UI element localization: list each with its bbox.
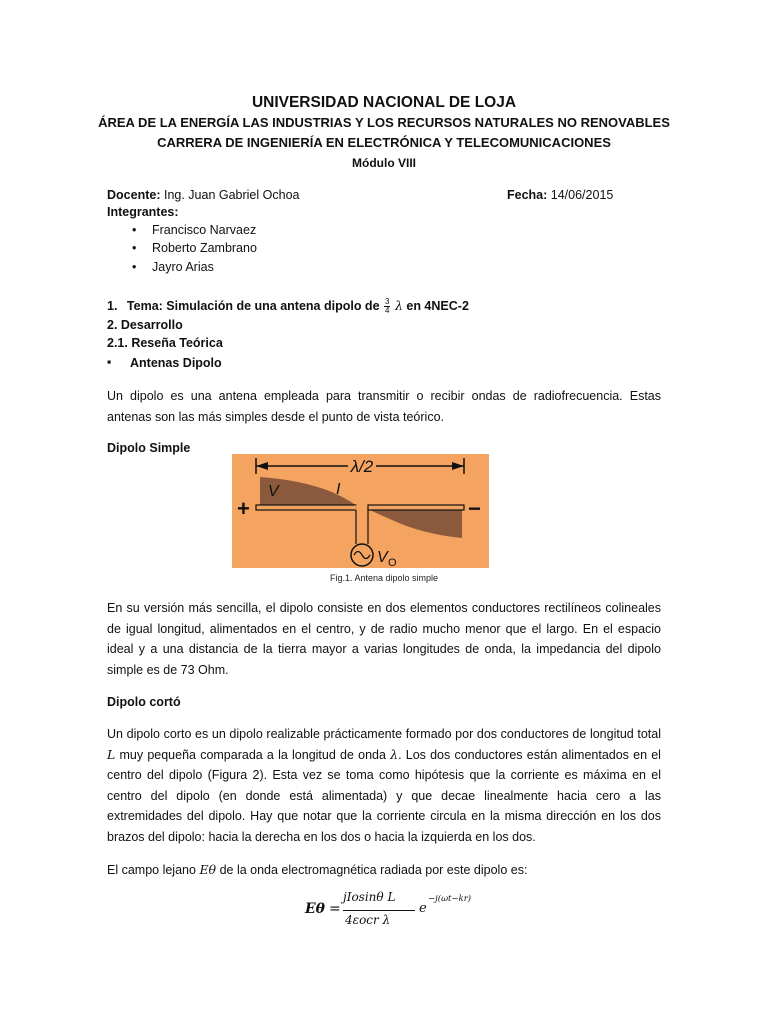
member-item: Jayro Arias	[152, 260, 214, 274]
field-symbol: Eθ	[199, 862, 217, 877]
outline-item-1	[107, 298, 469, 315]
field-formula	[305, 888, 485, 932]
bullet-dot: •	[132, 241, 137, 255]
outline-suffix: en 4NEC-2	[406, 299, 469, 313]
length-symbol: L	[107, 746, 116, 762]
outline-num: 1.	[107, 299, 118, 313]
current-label: I	[336, 481, 341, 498]
formula-equals: =	[329, 901, 341, 917]
outline-item-2: 2. Desarrollo	[107, 318, 183, 332]
source-subscript: O	[388, 557, 397, 568]
section-dipolo-simple: Dipolo Simple	[107, 441, 191, 455]
formula-exp-base: e	[419, 901, 427, 916]
fraction-bar	[343, 910, 415, 911]
career-title: CARRERA DE INGENIERÍA EN ELECTRÓNICA Y TELECOMUNICACIONES	[157, 135, 611, 150]
right-conductor	[368, 505, 464, 510]
field-line	[107, 862, 527, 877]
source-label: V	[377, 549, 388, 566]
outline-bullet-item: Antenas Dipolo	[130, 356, 222, 370]
short-text-c: . Los dos conductores están alimentados en el centro del dipolo (Figura 2). Esta vez se toma como hipótesis que la corriente es máxima en el centro del dipolo (en donde está alimentada) y que decae linealmente hacia cero a las extremidades del dipolo. Hay que notar que la corriente circula en la misma dirección en los dos brazos del dipolo: hacia la derecha en los dos o hacia la izquierda en los dos.	[107, 747, 661, 844]
short-paragraph	[107, 724, 661, 847]
voltage-label: V	[268, 483, 279, 500]
member-item: Roberto Zambrano	[152, 241, 257, 255]
area-title: ÁREA DE LA ENERGÍA LAS INDUSTRIAS Y LOS RECURSOS NATURALES NO RENOVABLES	[98, 115, 670, 130]
dipole-figure	[232, 454, 489, 568]
outline-text: Simulación de una antena dipolo de	[166, 299, 380, 313]
half-wave-label: λ/2	[350, 457, 374, 476]
field-text-b: de la onda electromagnética radiada por este dipolo es:	[219, 863, 528, 877]
date-label: Fecha:	[507, 188, 548, 202]
bullet-dot: •	[132, 223, 137, 237]
lambda-symbol: λ	[394, 298, 403, 313]
left-conductor	[256, 505, 356, 510]
university-title: UNIVERSIDAD NACIONAL DE LOJA	[251, 94, 517, 111]
formula-exponent: −j(ωt−kr)	[428, 894, 472, 904]
teacher-label: Docente:	[107, 188, 161, 202]
simple-paragraph: En su versión más sencilla, el dipolo consiste en dos elementos conductores rectilíneos colineales de igual longitud, alimentados en el centro, y de radio mucho menor que el largo. En el espacio ideal y a una distancia de la tierra mayor a varias longitudes de onda, la impedancia del dipolo simple es de 73 Ohm.	[107, 601, 661, 677]
field-text-a: El campo lejano	[107, 863, 196, 877]
teacher-line	[107, 188, 299, 202]
outline-item-21: 2.1. Reseña Teórica	[107, 336, 223, 350]
fraction-den: 4	[385, 306, 390, 316]
member-item: Francisco Narvaez	[152, 223, 257, 237]
fraction-num: 3	[385, 297, 390, 307]
figure-caption: Fig.1. Antena dipolo simple	[329, 573, 439, 583]
section-dipolo-corto: Dipolo cortó	[107, 695, 181, 709]
members-label: Integrantes:	[107, 205, 179, 219]
formula-denominator: 4εocr λ	[345, 913, 391, 927]
date-line	[507, 188, 613, 202]
minus-sign: −	[468, 496, 481, 521]
plus-sign: +	[237, 496, 250, 521]
outline-label: Tema:	[126, 299, 163, 313]
module-title: Módulo VIII	[352, 156, 416, 170]
intro-paragraph: Un dipolo es una antena empleada para transmitir o recibir ondas de radiofrecuencia. Estas antenas son las más simples desde el punto de vista teórico.	[107, 389, 661, 424]
lambda-symbol: λ	[390, 746, 399, 762]
bullet-dot: •	[132, 260, 137, 274]
formula-lhs: Eθ	[305, 901, 326, 917]
fraction	[384, 298, 390, 315]
formula-numerator: jIosinθ L	[343, 890, 396, 904]
square-bullet-icon: ▪	[107, 355, 112, 369]
date-value: 14/06/2015	[550, 188, 614, 202]
teacher-name: Ing. Juan Gabriel Ochoa	[163, 188, 300, 202]
short-text-b: muy pequeña comparada a la longitud de onda	[119, 747, 386, 762]
short-text-a: Un dipolo corto es un dipolo realizable prácticamente formado por dos conductores de longitud total	[107, 727, 661, 741]
